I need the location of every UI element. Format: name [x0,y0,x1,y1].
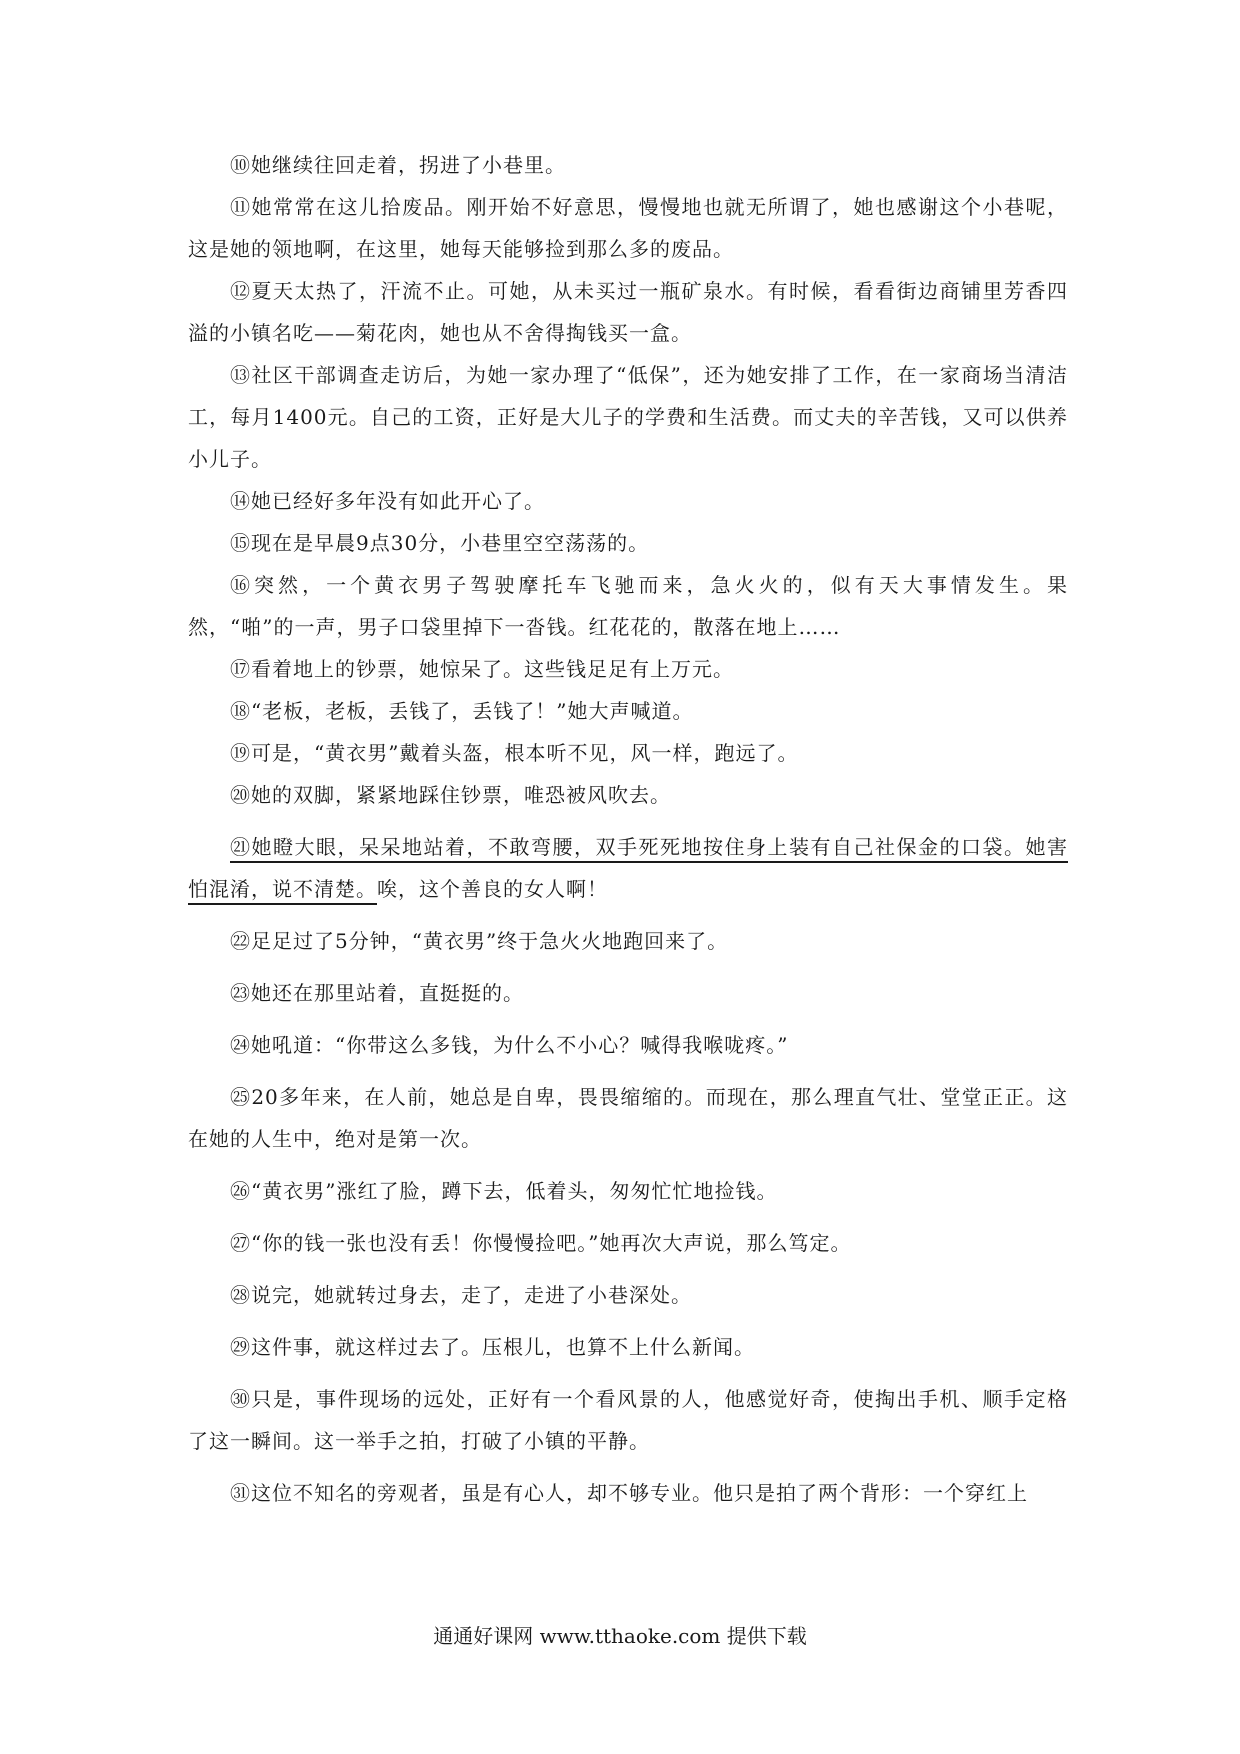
footer-watermark: 通通好课网 www.tthaoke.com 提供下载 [433,1624,807,1648]
paragraph-30: ㉚只是，事件现场的远处，正好有一个看风景的人，他感觉好奇，使掏出手机、顺手定格了这一瞬间。这一举手之拍，打破了小镇的平静。 [188,1387,1068,1453]
paragraph-28: ㉘说完，她就转过身去，走了，走进了小巷深处。 [230,1283,692,1307]
paragraph-23: ㉓她还在那里站着，直挺挺的。 [230,981,524,1005]
paragraph-15: ⑮现在是早晨9点30分，小巷里空空荡荡的。 [230,531,650,555]
paragraph-10: ⑩她继续往回走着，拐进了小巷里。 [230,153,566,177]
document-body [188,144,1068,1514]
paragraph-21 [188,826,1068,910]
paragraph-16: ⑯突然，一个黄衣男子驾驶摩托车飞驰而来，急火火的，似有天大事情发生。果然，“啪”的一声，男子口袋里掉下一沓钱。红花花的，散落在地上…… [188,573,1068,639]
paragraph-22: ㉒足足过了5分钟，“黄衣男”终于急火火地跑回来了。 [230,929,729,953]
paragraph-29: ㉙这件事，就这样过去了。压根儿，也算不上什么新闻。 [230,1335,755,1359]
paragraph-14: ⑭她已经好多年没有如此开心了。 [230,489,545,513]
paragraph-24: ㉔她吼道：“你带这么多钱，为什么不小心？喊得我喉咙疼。” [230,1033,789,1057]
paragraph-17: ⑰看着地上的钞票，她惊呆了。这些钱足足有上万元。 [230,657,734,681]
paragraph-18: ⑱“老板，老板，丢钱了，丢钱了！”她大声喊道。 [230,699,694,723]
paragraph-31: ㉛这位不知名的旁观者，虽是有心人，却不够专业。他只是拍了两个背形：一个穿红上 [230,1481,1028,1505]
underlined-sentence: ㉑她瞪大眼，呆呆地站着，不敢弯腰，双手死死地按住身上装有自己社保金的口袋。她害怕混淆，说不清楚。 [188,835,1068,901]
paragraph-20: ⑳她的双脚，紧紧地踩住钞票，唯恐被风吹去。 [230,783,671,807]
paragraph-13: ⑬社区干部调查走访后，为她一家办理了“低保”，还为她安排了工作，在一家商场当清洁工，每月1400元。自己的工资，正好是大儿子的学费和生活费。而丈夫的辛苦钱，又可以供养小儿子。 [188,363,1068,471]
paragraph-12: ⑫夏天太热了，汗流不止。可她，从未买过一瓶矿泉水。有时候，看看街边商铺里芳香四溢的小镇名吃——菊花肉，她也从不舍得掏钱买一盒。 [188,279,1068,345]
paragraph-21-rest: 唉，这个善良的女人啊！ [377,877,608,901]
paragraph-25: ㉕20多年来，在人前，她总是自卑，畏畏缩缩的。而现在，那么理直气壮、堂堂正正。这在她的人生中，绝对是第一次。 [188,1085,1068,1151]
paragraph-27: ㉗“你的钱一张也没有丢！你慢慢捡吧。”她再次大声说，那么笃定。 [230,1231,852,1255]
paragraph-26: ㉖“黄衣男”涨红了脸，蹲下去，低着头，匆匆忙忙地捡钱。 [230,1179,778,1203]
paragraph-11: ⑪她常常在这儿拾废品。刚开始不好意思，慢慢地也就无所谓了，她也感谢这个小巷呢，这是她的领地啊，在这里，她每天能够捡到那么多的废品。 [188,195,1068,261]
paragraph-19: ⑲可是，“黄衣男”戴着头盔，根本听不见，风一样，跑远了。 [230,741,799,765]
